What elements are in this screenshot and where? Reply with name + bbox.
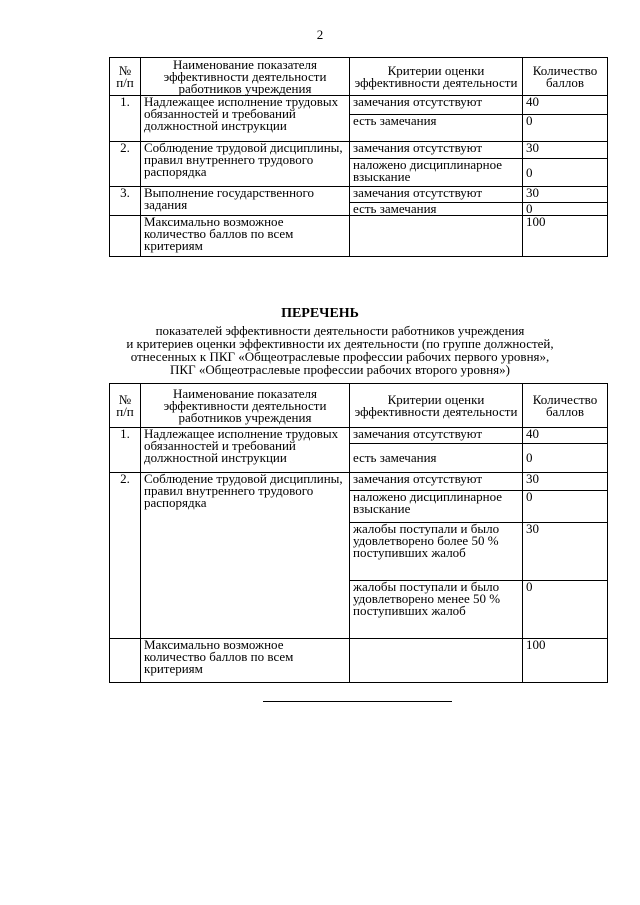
row-num: 2. — [110, 142, 141, 187]
row-num: 3. — [110, 187, 141, 216]
criterion-score: 40 — [523, 96, 608, 115]
subtitle-line: отнесенных к ПКГ «Общеотраслевые профессии рабочих первого уровня», — [130, 349, 550, 364]
table-row — [110, 473, 608, 491]
table-row — [110, 142, 608, 159]
header-num: № п/п — [110, 384, 141, 428]
criterion-text: жалобы поступали и было удовлетворено более 50 % поступивших жалоб — [350, 523, 523, 581]
criterion-score: 30 — [523, 473, 608, 491]
total-label: Максимально возможное количество баллов по всем критериям — [141, 216, 350, 257]
criterion-text: наложено дисциплинарное взыскание — [350, 491, 523, 523]
criteria-table-2 — [109, 383, 608, 683]
total-score: 100 — [523, 639, 608, 683]
total-label: Максимально возможное количество баллов по всем критериям — [141, 639, 350, 683]
row-num: 1. — [110, 96, 141, 142]
list-title: ПЕРЕЧЕНЬ — [281, 306, 359, 321]
criterion-text: замечания отсутствуют — [350, 187, 523, 203]
table-row — [110, 428, 608, 444]
row-indicator: Надлежащее исполнение трудовых обязанностей и требований должностной инструкции — [141, 428, 350, 473]
list-subtitle — [80, 324, 600, 376]
subtitle-line: и критериев оценки эффективности их деятельности (по группе должностей, — [126, 336, 554, 351]
header-criteria: Критерии оценки эффективности деятельности — [350, 384, 523, 428]
table-total-row — [110, 639, 608, 683]
table-total-row — [110, 216, 608, 257]
criteria-table-1 — [109, 57, 608, 257]
criterion-score: 40 — [523, 428, 608, 444]
header-indicator: Наименование показателя эффективности деятельности работников учреждения — [141, 58, 350, 96]
criterion-text: жалобы поступали и было удовлетворено менее 50 % поступивших жалоб — [350, 581, 523, 639]
criterion-score: 0 — [523, 115, 608, 142]
header-score: Количество баллов — [523, 384, 608, 428]
header-num: № п/п — [110, 58, 141, 96]
criterion-score: 0 — [523, 203, 608, 216]
criterion-score: 0 — [523, 491, 608, 523]
row-num: 2. — [110, 473, 141, 639]
table-header-row — [110, 58, 608, 96]
criterion-score: 0 — [523, 444, 608, 473]
total-score: 100 — [523, 216, 608, 257]
page-number: 2 — [316, 27, 324, 42]
criterion-score: 0 — [523, 159, 608, 187]
criterion-text: есть замечания — [350, 203, 523, 216]
row-num: 1. — [110, 428, 141, 473]
row-indicator: Надлежащее исполнение трудовых обязанностей и требований должностной инструкции — [141, 96, 350, 142]
row-indicator: Соблюдение трудовой дисциплины, правил внутреннего трудового распорядка — [141, 473, 350, 639]
criterion-score: 30 — [523, 142, 608, 159]
header-indicator: Наименование показателя эффективности деятельности работников учреждения — [141, 384, 350, 428]
criterion-score: 0 — [523, 581, 608, 639]
row-indicator: Выполнение государственного задания — [141, 187, 350, 216]
criterion-text: замечания отсутствуют — [350, 473, 523, 491]
table-row — [110, 96, 608, 115]
closing-rule — [263, 701, 452, 702]
criterion-text: замечания отсутствуют — [350, 428, 523, 444]
criterion-text: наложено дисциплинарное взыскание — [350, 159, 523, 187]
criterion-text: замечания отсутствуют — [350, 142, 523, 159]
criterion-score: 30 — [523, 187, 608, 203]
criterion-text: есть замечания — [350, 115, 523, 142]
header-score: Количество баллов — [523, 58, 608, 96]
criterion-text: есть замечания — [350, 444, 523, 473]
row-indicator: Соблюдение трудовой дисциплины, правил внутреннего трудового распорядка — [141, 142, 350, 187]
subtitle-line: ПКГ «Общеотраслевые профессии рабочих второго уровня») — [170, 362, 510, 377]
header-criteria: Критерии оценки эффективности деятельности — [350, 58, 523, 96]
subtitle-line: показателей эффективности деятельности работников учреждения — [155, 323, 525, 338]
criterion-score: 30 — [523, 523, 608, 581]
criterion-text: замечания отсутствуют — [350, 96, 523, 115]
table-header-row — [110, 384, 608, 428]
